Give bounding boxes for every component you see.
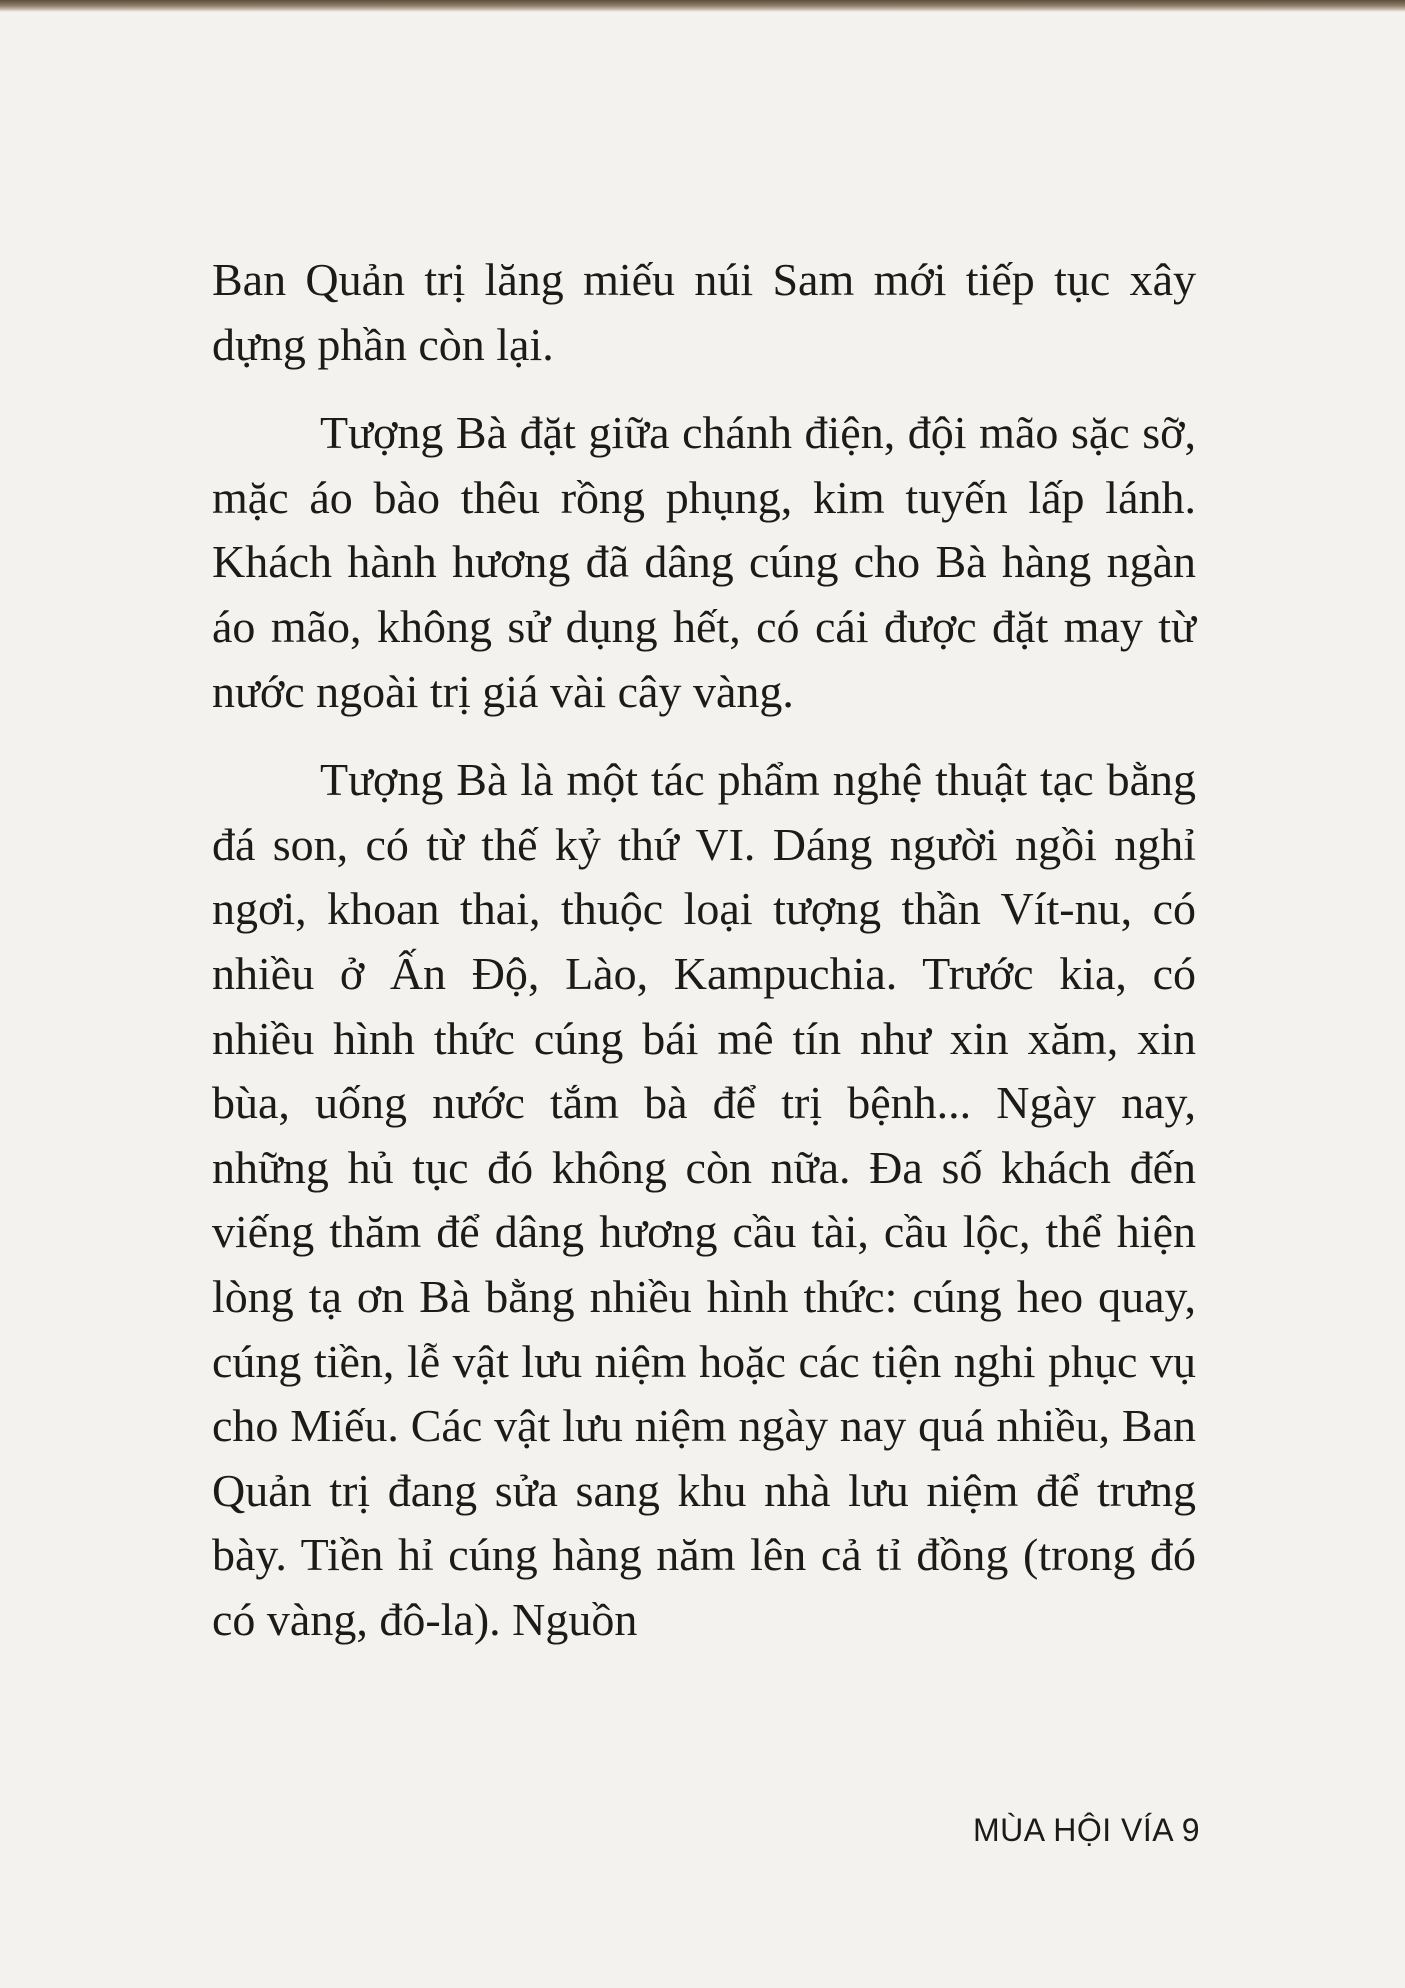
running-footer: MÙA HỘI VÍA 9 (972, 1812, 1200, 1848)
body-text (212, 248, 1196, 1652)
paragraph-continuation: Ban Quản trị lăng miếu núi Sam mới tiếp tục xây dựng phần còn lại. (212, 254, 1196, 370)
paragraph-statue-attire: Tượng Bà đặt giữa chánh điện, đội mão sặc sỡ, mặc áo bào thêu rồng phụng, kim tuyến lấp lánh. Khách hành hương đã dâng cúng cho Bà hàng ngàn áo mão, không sử dụng hết, có cái được đặt may từ nước ngoài trị giá vài cây vàng. (212, 407, 1196, 717)
paragraph-statue-history: Tượng Bà là một tác phẩm nghệ thuật tạc bằng đá son, có từ thế kỷ thứ VI. Dáng người ngồi nghỉ ngơi, khoan thai, thuộc loại tượng thần Vít-nu, có nhiều ở Ấn Độ, Lào, Kampuchia. Trước kia, có nhiều hình thức cúng bái mê tín như xin xăm, xin bùa, uống nước tắm bà để trị bệnh... Ngày nay, những hủ tục đó không còn nữa. Đa số khách đến viếng thăm để dâng hương cầu tài, cầu lộc, thể hiện lòng tạ ơn Bà bằng nhiều hình thức: cúng heo quay, cúng tiền, lễ vật lưu niệm hoặc các tiện nghi phục vụ cho Miếu. Các vật lưu niệm ngày nay quá nhiều, Ban Quản trị đang sửa sang khu nhà lưu niệm để trưng bày. Tiền hỉ cúng hàng năm lên cả tỉ đồng (trong đó có vàng, đô-la). Nguồn (212, 754, 1196, 1645)
